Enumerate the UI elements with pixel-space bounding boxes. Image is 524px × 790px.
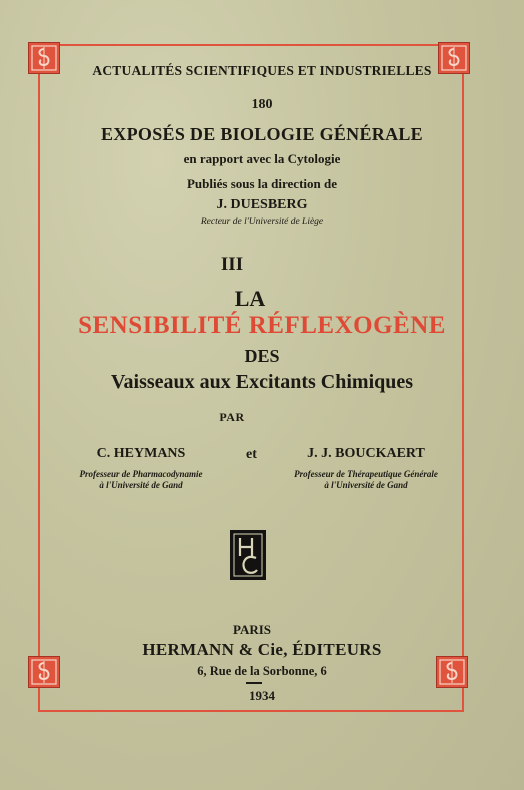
publisher-name: HERMANN & Cie, ÉDITEURS bbox=[142, 640, 382, 659]
publication-year: 1934 bbox=[249, 688, 275, 703]
publisher-monogram-icon bbox=[230, 530, 266, 580]
book-title: SENSIBILITÉ RÉFLEXOGÈNE bbox=[78, 312, 446, 339]
title-article: LA bbox=[234, 286, 266, 311]
author1-title-line1: Professeur de Pharmacodynamie bbox=[79, 469, 203, 479]
book-subtitle: Vaisseaux aux Excitants Chimiques bbox=[110, 371, 414, 393]
author2-title-line2: à l'Université de Gand bbox=[324, 480, 408, 490]
volume-number: III bbox=[220, 254, 244, 275]
collection-title: EXPOSÉS DE BIOLOGIE GÉNÉRALE bbox=[101, 124, 423, 144]
and-label: et bbox=[246, 447, 257, 462]
series-number: 180 bbox=[251, 97, 273, 112]
author2-affiliation bbox=[272, 469, 460, 491]
director-title: Recteur de l'Université de Liège bbox=[200, 217, 324, 227]
collection-subtitle: en rapport avec la Cytologie bbox=[183, 151, 341, 166]
publisher-address: 6, Rue de la Sorbonne, 6 bbox=[197, 664, 327, 678]
publisher-city: PARIS bbox=[232, 622, 272, 637]
director-name: J. DUESBERG bbox=[216, 197, 308, 212]
author1-name: C. HEYMANS bbox=[96, 446, 186, 461]
author2-name: J. J. BOUCKAERT bbox=[307, 446, 425, 461]
by-label: PAR bbox=[219, 410, 245, 424]
direction-intro: Publiés sous la direction de bbox=[186, 176, 337, 191]
divider bbox=[246, 682, 262, 684]
author2-title-line1: Professeur de Thérapeutique Générale bbox=[294, 469, 438, 479]
author1-affiliation bbox=[56, 469, 226, 491]
series-title: ACTUALITÉS SCIENTIFIQUES ET INDUSTRIELLES bbox=[92, 63, 432, 78]
author1-title-line2: à l'Université de Gand bbox=[99, 480, 183, 490]
title-connector: DES bbox=[244, 346, 280, 366]
